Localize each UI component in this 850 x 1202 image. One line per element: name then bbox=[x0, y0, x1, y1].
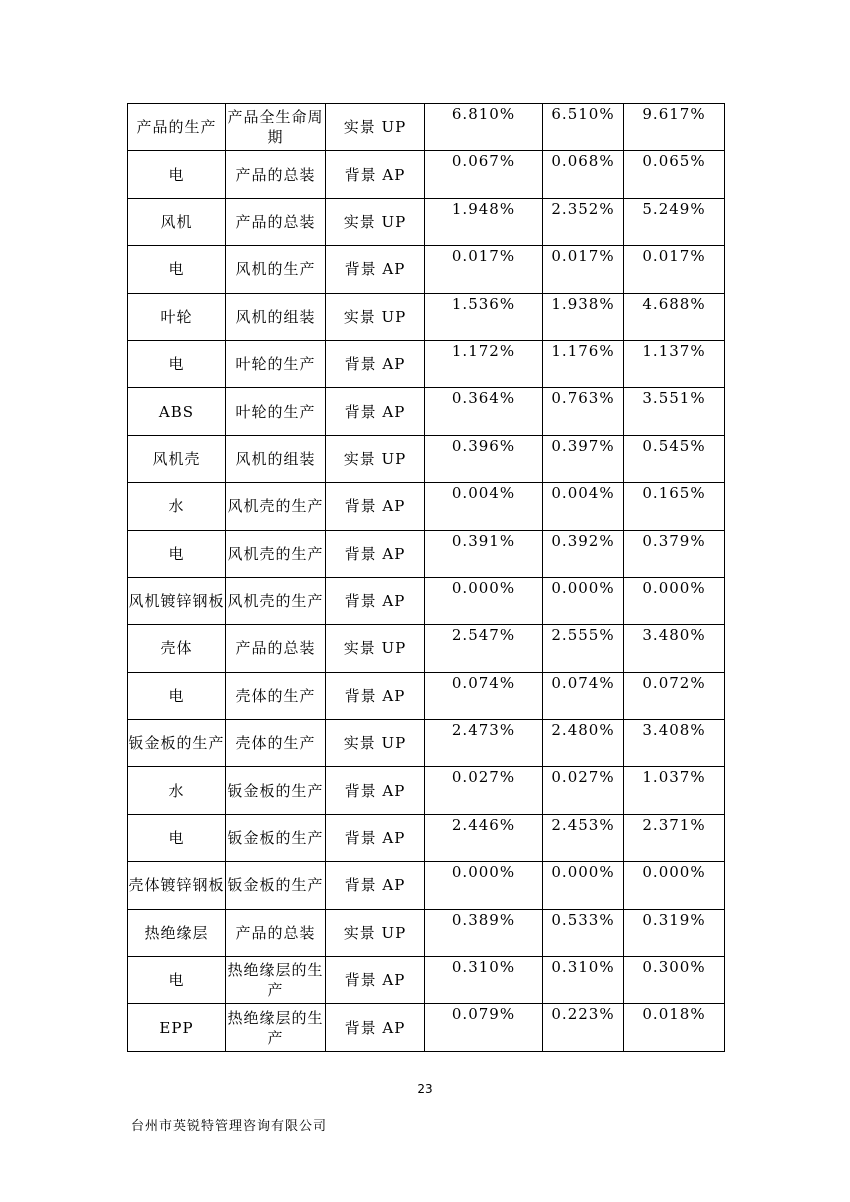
cell-flow-name: ABS bbox=[128, 388, 226, 435]
cell-process: 热绝缘层的生产 bbox=[226, 1004, 326, 1051]
cell-flow-name: 叶轮 bbox=[128, 293, 226, 340]
cell-value-2: 0.004% bbox=[543, 483, 624, 530]
cell-flow-name: 电 bbox=[128, 672, 226, 719]
cell-flow-name: 电 bbox=[128, 814, 226, 861]
cell-value-1: 6.810% bbox=[425, 104, 543, 151]
cell-value-1: 0.017% bbox=[425, 246, 543, 293]
cell-value-1: 0.391% bbox=[425, 530, 543, 577]
cell-process: 风机壳的生产 bbox=[226, 483, 326, 530]
cell-data-type: 背景 AP bbox=[326, 1004, 425, 1051]
cell-value-3: 0.065% bbox=[624, 151, 725, 198]
cell-process: 壳体的生产 bbox=[226, 672, 326, 719]
cell-data-type: 实景 UP bbox=[326, 720, 425, 767]
cell-value-3: 0.072% bbox=[624, 672, 725, 719]
cell-value-3: 0.545% bbox=[624, 435, 725, 482]
cell-value-1: 1.172% bbox=[425, 340, 543, 387]
cell-data-type: 背景 AP bbox=[326, 530, 425, 577]
cell-process: 钣金板的生产 bbox=[226, 862, 326, 909]
cell-process: 产品的总装 bbox=[226, 151, 326, 198]
cell-data-type: 背景 AP bbox=[326, 340, 425, 387]
table-row bbox=[128, 1004, 725, 1051]
table-row bbox=[128, 625, 725, 672]
cell-flow-name: 风机镀锌钢板 bbox=[128, 577, 226, 624]
table-row bbox=[128, 151, 725, 198]
cell-process: 热绝缘层的生产 bbox=[226, 957, 326, 1004]
cell-data-type: 背景 AP bbox=[326, 246, 425, 293]
cell-value-1: 0.000% bbox=[425, 862, 543, 909]
cell-flow-name: 壳体镀锌钢板 bbox=[128, 862, 226, 909]
cell-value-1: 0.074% bbox=[425, 672, 543, 719]
cell-value-3: 0.319% bbox=[624, 909, 725, 956]
cell-flow-name: 产品的生产 bbox=[128, 104, 226, 151]
table-body bbox=[128, 104, 725, 1052]
table-row bbox=[128, 483, 725, 530]
cell-data-type: 背景 AP bbox=[326, 388, 425, 435]
cell-flow-name: 壳体 bbox=[128, 625, 226, 672]
cell-process: 叶轮的生产 bbox=[226, 340, 326, 387]
cell-data-type: 背景 AP bbox=[326, 151, 425, 198]
cell-value-3: 5.249% bbox=[624, 198, 725, 245]
cell-process: 产品的总装 bbox=[226, 625, 326, 672]
cell-value-1: 0.027% bbox=[425, 767, 543, 814]
cell-process: 钣金板的生产 bbox=[226, 814, 326, 861]
cell-value-2: 0.068% bbox=[543, 151, 624, 198]
cell-value-1: 0.364% bbox=[425, 388, 543, 435]
table-row bbox=[128, 672, 725, 719]
cell-value-3: 0.000% bbox=[624, 862, 725, 909]
cell-process: 产品的总装 bbox=[226, 909, 326, 956]
cell-value-3: 0.165% bbox=[624, 483, 725, 530]
cell-process: 风机的组装 bbox=[226, 293, 326, 340]
table-row bbox=[128, 957, 725, 1004]
table-row bbox=[128, 577, 725, 624]
cell-value-2: 6.510% bbox=[543, 104, 624, 151]
cell-process: 叶轮的生产 bbox=[226, 388, 326, 435]
table-row bbox=[128, 198, 725, 245]
cell-flow-name: 钣金板的生产 bbox=[128, 720, 226, 767]
cell-value-1: 1.536% bbox=[425, 293, 543, 340]
cell-data-type: 背景 AP bbox=[326, 767, 425, 814]
cell-value-2: 0.763% bbox=[543, 388, 624, 435]
cell-value-3: 4.688% bbox=[624, 293, 725, 340]
contribution-table bbox=[127, 103, 725, 1052]
cell-process: 风机壳的生产 bbox=[226, 530, 326, 577]
table-row bbox=[128, 530, 725, 577]
cell-data-type: 实景 UP bbox=[326, 909, 425, 956]
cell-process: 产品全生命周期 bbox=[226, 104, 326, 151]
cell-value-2: 0.000% bbox=[543, 862, 624, 909]
table-row bbox=[128, 104, 725, 151]
cell-value-2: 1.176% bbox=[543, 340, 624, 387]
cell-data-type: 背景 AP bbox=[326, 577, 425, 624]
cell-value-3: 0.017% bbox=[624, 246, 725, 293]
cell-process: 壳体的生产 bbox=[226, 720, 326, 767]
table-row bbox=[128, 862, 725, 909]
cell-data-type: 背景 AP bbox=[326, 483, 425, 530]
cell-value-3: 1.137% bbox=[624, 340, 725, 387]
table-row bbox=[128, 340, 725, 387]
table-row bbox=[128, 909, 725, 956]
cell-data-type: 背景 AP bbox=[326, 672, 425, 719]
cell-process: 风机壳的生产 bbox=[226, 577, 326, 624]
cell-flow-name: 电 bbox=[128, 340, 226, 387]
cell-value-2: 0.397% bbox=[543, 435, 624, 482]
cell-value-2: 2.555% bbox=[543, 625, 624, 672]
cell-process: 钣金板的生产 bbox=[226, 767, 326, 814]
cell-value-2: 0.223% bbox=[543, 1004, 624, 1051]
cell-value-1: 1.948% bbox=[425, 198, 543, 245]
page-number: 23 bbox=[417, 1082, 433, 1096]
cell-value-3: 2.371% bbox=[624, 814, 725, 861]
table-row bbox=[128, 767, 725, 814]
cell-process: 产品的总装 bbox=[226, 198, 326, 245]
cell-value-1: 2.446% bbox=[425, 814, 543, 861]
cell-data-type: 背景 AP bbox=[326, 957, 425, 1004]
cell-value-2: 0.027% bbox=[543, 767, 624, 814]
cell-flow-name: 热绝缘层 bbox=[128, 909, 226, 956]
cell-process: 风机的组装 bbox=[226, 435, 326, 482]
cell-value-3: 0.379% bbox=[624, 530, 725, 577]
cell-value-1: 2.473% bbox=[425, 720, 543, 767]
cell-value-3: 3.408% bbox=[624, 720, 725, 767]
cell-value-2: 1.938% bbox=[543, 293, 624, 340]
cell-value-1: 0.000% bbox=[425, 577, 543, 624]
cell-value-1: 0.079% bbox=[425, 1004, 543, 1051]
cell-value-3: 9.617% bbox=[624, 104, 725, 151]
cell-value-1: 0.067% bbox=[425, 151, 543, 198]
cell-value-3: 3.480% bbox=[624, 625, 725, 672]
cell-value-1: 0.396% bbox=[425, 435, 543, 482]
cell-data-type: 实景 UP bbox=[326, 435, 425, 482]
cell-flow-name: 电 bbox=[128, 246, 226, 293]
cell-value-1: 0.389% bbox=[425, 909, 543, 956]
cell-flow-name: 电 bbox=[128, 530, 226, 577]
cell-flow-name: 电 bbox=[128, 957, 226, 1004]
table-row bbox=[128, 293, 725, 340]
cell-process: 风机的生产 bbox=[226, 246, 326, 293]
cell-value-3: 1.037% bbox=[624, 767, 725, 814]
cell-value-1: 0.004% bbox=[425, 483, 543, 530]
table-row bbox=[128, 720, 725, 767]
cell-value-1: 0.310% bbox=[425, 957, 543, 1004]
cell-data-type: 背景 AP bbox=[326, 814, 425, 861]
table-row bbox=[128, 388, 725, 435]
cell-flow-name: 风机 bbox=[128, 198, 226, 245]
footer-company-name: 台州市英锐特管理咨询有限公司 bbox=[131, 1119, 328, 1134]
cell-data-type: 实景 UP bbox=[326, 293, 425, 340]
cell-value-2: 0.392% bbox=[543, 530, 624, 577]
cell-value-3: 0.018% bbox=[624, 1004, 725, 1051]
cell-value-2: 0.000% bbox=[543, 577, 624, 624]
cell-value-3: 0.300% bbox=[624, 957, 725, 1004]
cell-flow-name: 风机壳 bbox=[128, 435, 226, 482]
cell-flow-name: EPP bbox=[128, 1004, 226, 1051]
cell-data-type: 实景 UP bbox=[326, 104, 425, 151]
table-row bbox=[128, 246, 725, 293]
cell-flow-name: 电 bbox=[128, 151, 226, 198]
table-row bbox=[128, 814, 725, 861]
cell-value-2: 0.533% bbox=[543, 909, 624, 956]
cell-data-type: 背景 AP bbox=[326, 862, 425, 909]
cell-value-1: 2.547% bbox=[425, 625, 543, 672]
cell-value-2: 0.017% bbox=[543, 246, 624, 293]
cell-value-3: 3.551% bbox=[624, 388, 725, 435]
cell-flow-name: 水 bbox=[128, 767, 226, 814]
cell-flow-name: 水 bbox=[128, 483, 226, 530]
cell-value-2: 0.074% bbox=[543, 672, 624, 719]
cell-value-2: 2.453% bbox=[543, 814, 624, 861]
cell-value-2: 2.480% bbox=[543, 720, 624, 767]
cell-value-2: 2.352% bbox=[543, 198, 624, 245]
cell-data-type: 实景 UP bbox=[326, 625, 425, 672]
table-row bbox=[128, 435, 725, 482]
cell-data-type: 实景 UP bbox=[326, 198, 425, 245]
cell-value-2: 0.310% bbox=[543, 957, 624, 1004]
cell-value-3: 0.000% bbox=[624, 577, 725, 624]
